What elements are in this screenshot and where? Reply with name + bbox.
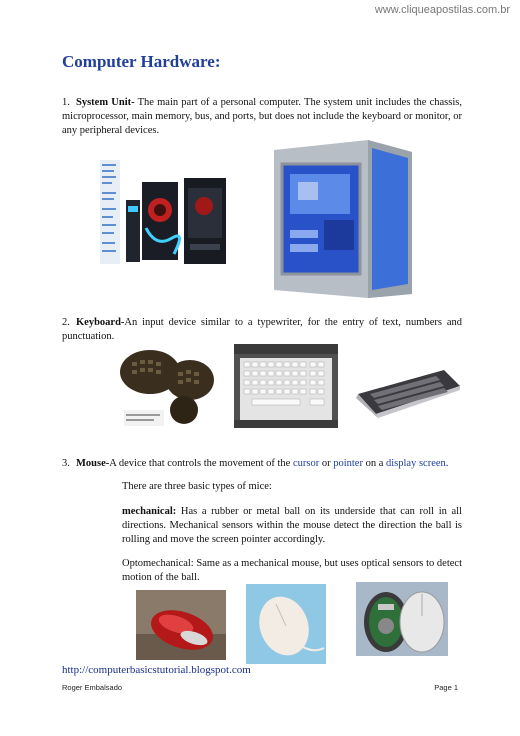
mechanical-description (122, 505, 462, 547)
item-text: . (445, 458, 449, 469)
system-unit-image-2 (268, 134, 416, 300)
mechanical-term: mechanical: (122, 506, 177, 517)
page-number: Page 1 (434, 683, 458, 692)
item-mouse (62, 457, 462, 471)
item-system-unit (62, 96, 462, 138)
item-number: 2. (62, 317, 70, 328)
item-number: 1. (62, 97, 70, 108)
item-term: System Unit- (76, 97, 135, 108)
mechanical-text: Has a rubber or metal ball on its underside that can roll in all directions. Mechanical sensors within the mouse detect the direction the ball is rolling and move the screen pointer accordingly. (122, 506, 462, 545)
optomechanical-description: Optomechanical: Same as a mechanical mouse, but uses optical sensors to detect motion of the ball. (122, 558, 462, 583)
keyboard-image-2 (234, 344, 338, 428)
mouse-image-3 (356, 582, 448, 656)
item-term: Mouse- (76, 458, 110, 469)
keyboard-image-1 (118, 344, 218, 432)
page-title: Computer Hardware: (62, 52, 221, 71)
item-text: or (319, 458, 334, 469)
item-text: The main part of a personal computer. The system unit includes the chassis, microprocessor, main memory, bus, and ports, but does not include the keyboard or monitor, or any peripheral devices. (62, 97, 462, 136)
mouse-image-1 (136, 590, 226, 660)
footer-author: Roger Embalsado (62, 683, 123, 692)
mouse-image-2 (246, 584, 326, 664)
display-screen-link[interactable]: display screen (386, 458, 446, 469)
item-term: Keyboard- (76, 317, 125, 328)
keyboard-image-3 (352, 364, 462, 420)
mouse-types-intro: There are three basic types of mice: (122, 481, 272, 492)
system-unit-image-1 (96, 158, 228, 270)
item-keyboard (62, 316, 462, 344)
footer-url-link[interactable]: http://computerbasicstutorial.blogspot.com (62, 664, 251, 676)
item-text: on a (362, 458, 386, 469)
item-text: A device that controls the movement of the (109, 458, 293, 469)
item-text: An input device similar to a typewriter, for the entry of text, numbers and punctuation. (62, 317, 462, 342)
watermark: www.cliqueapostilas.com.br (374, 4, 510, 16)
item-number: 3. (62, 458, 70, 469)
pointer-link[interactable]: pointer (333, 458, 363, 469)
cursor-link[interactable]: cursor (292, 458, 320, 469)
